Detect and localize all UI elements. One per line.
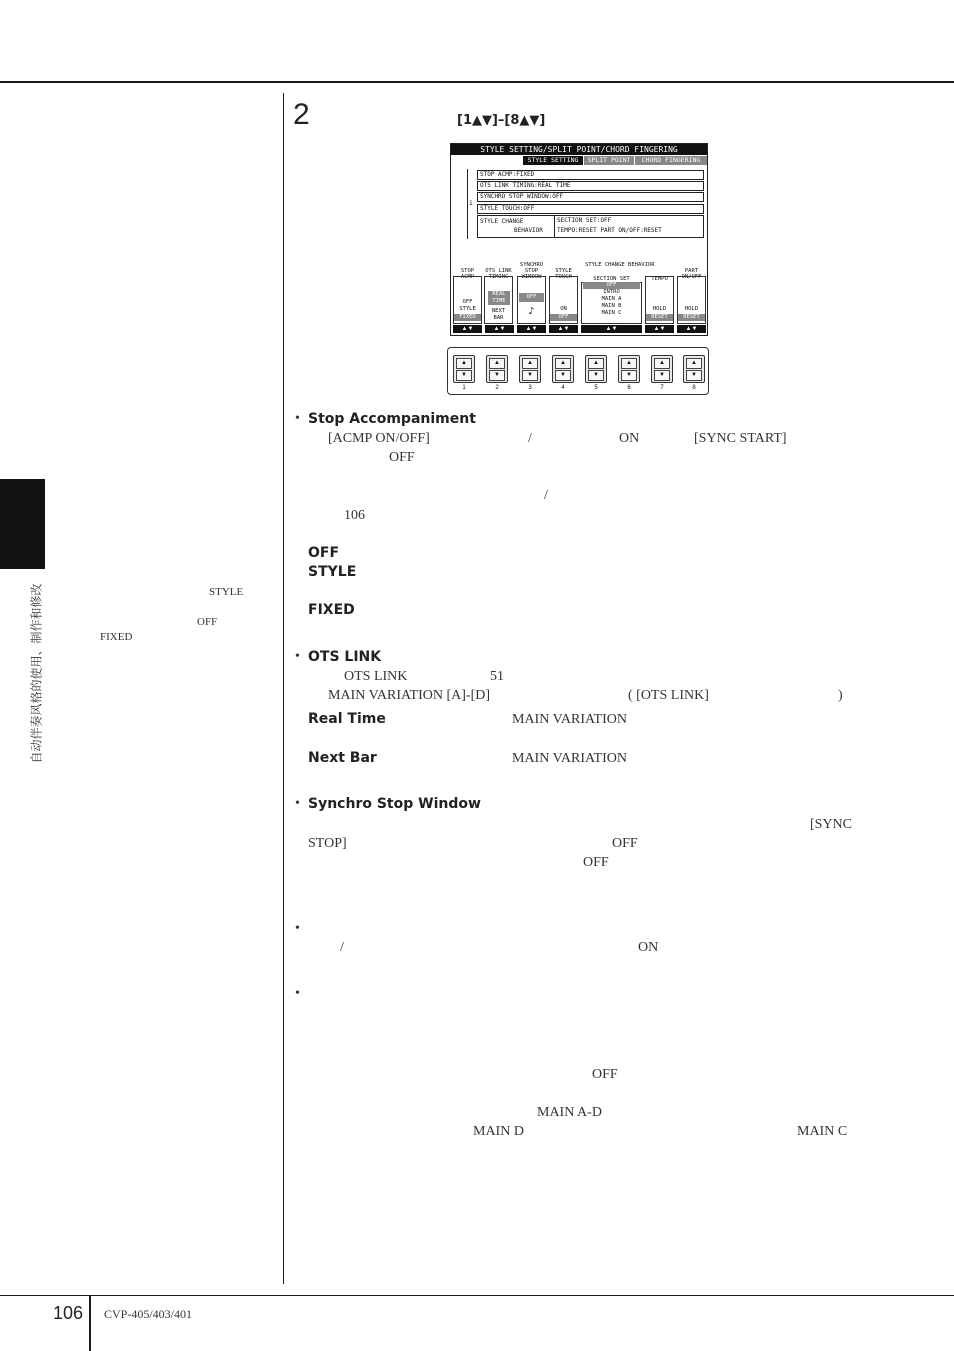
col-label-stop-acmp: STOP ACMP [460, 268, 475, 280]
synchro-stop-heading: Synchro Stop Window [308, 796, 481, 812]
up-arrow-icon[interactable]: ▲ [621, 358, 637, 369]
col-value-selected: OFF [519, 293, 544, 302]
col-arrow-5[interactable]: ▲▼ [581, 325, 642, 333]
col-label-synchro-stop: SYNCHRO STOP WINDOW [519, 262, 544, 280]
panel-button-2[interactable] [486, 355, 508, 383]
col-value-selected: OFF [550, 314, 577, 321]
off-ref: OFF [389, 450, 415, 465]
page-ref: 106 [344, 508, 365, 523]
stop-acmp-heading: Stop Accompaniment [308, 411, 476, 427]
ots-link-heading: OTS LINK [308, 649, 382, 665]
tempo-part-value: TEMPO:RESET PART ON/OFF:RESET [557, 227, 662, 234]
panel-button-6[interactable] [618, 355, 640, 383]
main-variation-ref: MAIN VARIATION [512, 751, 627, 766]
note-icon: ♪ [528, 306, 535, 317]
col-value: HOLD [652, 306, 667, 312]
col-value-selected: REAL [488, 291, 510, 298]
sidebar-note-fixed: FIXED [100, 631, 133, 643]
panel-button-number: 5 [594, 385, 598, 391]
on-ref: ON [619, 431, 640, 446]
down-arrow-icon[interactable]: ▼ [621, 370, 637, 381]
top-rule [0, 81, 954, 83]
down-arrow-icon[interactable]: ▼ [654, 370, 670, 381]
ots-link-ref: OTS LINK [344, 669, 408, 684]
panel-button-number: 1 [462, 385, 466, 391]
style-change-label-1: STYLE CHANGE [480, 218, 524, 225]
down-arrow-icon[interactable]: ▼ [588, 370, 604, 381]
sync-ref: [SYNC [810, 817, 853, 832]
col-value: NEXT [491, 308, 506, 314]
col-value: HOLD [684, 306, 699, 312]
col-value-selected: RESET [646, 314, 673, 321]
step-number: 2 [293, 98, 310, 131]
group-header: STYLE CHANGE BEHAVIOR [585, 262, 655, 268]
panel-button-number: 2 [495, 385, 499, 391]
col-arrow-3[interactable]: ▲▼ [517, 325, 546, 333]
col-value: INTRO [603, 289, 620, 295]
on-ref: ON [638, 940, 659, 955]
col-value-selected: OFF [583, 282, 640, 289]
tab-style-setting[interactable]: STYLE SETTING [523, 156, 583, 165]
settings-row-stop-acmp[interactable] [477, 170, 704, 180]
style-change-label-2: BEHAVIOR [514, 227, 543, 234]
up-arrow-icon[interactable]: ▲ [686, 358, 702, 369]
stop-ref: STOP] [308, 836, 347, 851]
col-value: MAIN C [601, 310, 622, 316]
col-label-section-set: SECTION SET [593, 276, 630, 282]
off-ref: OFF [612, 836, 638, 851]
col-value: OFF [462, 299, 473, 305]
col-value: ON [560, 306, 567, 312]
settings-row-synchro-stop[interactable] [477, 192, 704, 202]
bullet: • [295, 921, 300, 936]
col-value: BAR [493, 315, 504, 321]
col-arrow-2[interactable]: ▲▼ [485, 325, 514, 333]
bullet: • [295, 796, 300, 811]
col-value: MAIN B [601, 303, 622, 309]
sidebar-note-off: OFF [197, 616, 218, 628]
up-arrow-icon[interactable]: ▲ [489, 358, 505, 369]
slash: / [528, 431, 532, 446]
option-next-bar: Next Bar [308, 750, 377, 766]
main-c-ref: MAIN C [797, 1124, 848, 1139]
option-off: OFF [308, 545, 340, 561]
option-real-time: Real Time [308, 711, 386, 727]
bullet: • [295, 986, 300, 1001]
panel-button-number: 8 [692, 385, 696, 391]
step-button-range: [1▲▼]–[8▲▼] [457, 113, 546, 128]
panel-button-number: 7 [660, 385, 664, 391]
main-ad-ref: MAIN A-D [537, 1105, 602, 1120]
col-value-selected: FIXED [454, 314, 481, 321]
down-arrow-icon[interactable]: ▼ [555, 370, 571, 381]
col-value: MAIN A [601, 296, 622, 302]
up-arrow-icon[interactable]: ▲ [456, 358, 472, 369]
model-name: CVP-405/403/401 [104, 1307, 193, 1321]
settings-row-label: STYLE TOUCH:OFF [480, 205, 535, 212]
paren-close: ) [838, 688, 843, 703]
col-arrow-4[interactable]: ▲▼ [549, 325, 578, 333]
ots-button-ref: ( [OTS LINK] [628, 688, 709, 703]
col-arrow-7[interactable]: ▲▼ [645, 325, 674, 333]
acmp-button-ref: [ACMP ON/OFF] [328, 431, 430, 446]
col-label-tempo: TEMPO [651, 276, 668, 282]
footer-divider [89, 1295, 91, 1351]
sidebar-note-style: STYLE [209, 586, 244, 598]
page-number: 106 [53, 1303, 84, 1323]
list-marker: 1 [469, 200, 473, 207]
col-value-selected: RESET [678, 314, 705, 321]
panel-button-number: 3 [528, 385, 532, 391]
panel-button-8[interactable] [683, 355, 705, 383]
settings-row-ots-link-timing[interactable] [477, 181, 704, 191]
down-arrow-icon[interactable]: ▼ [686, 370, 702, 381]
up-arrow-icon[interactable]: ▲ [555, 358, 571, 369]
lcd-title: STYLE SETTING/SPLIT POINT/CHORD FINGERING [451, 144, 707, 155]
down-arrow-icon[interactable]: ▼ [522, 370, 538, 381]
page-ref: 51 [490, 669, 504, 684]
settings-row-label: OTS LINK TIMING:REAL TIME [480, 182, 571, 189]
main-d-ref: MAIN D [473, 1124, 524, 1139]
up-arrow-icon[interactable]: ▲ [522, 358, 538, 369]
col-label-part-on-off: PART ON/OFF [681, 268, 702, 280]
settings-row-style-touch[interactable] [477, 204, 704, 214]
sync-start-ref: [SYNC START] [694, 431, 787, 446]
col-value: STYLE [459, 306, 476, 312]
chapter-vertical-title: 自动伴奏风格的使用、制作和修改 [29, 583, 44, 764]
panel-button-1[interactable] [453, 355, 475, 383]
tab-split-point[interactable]: SPLIT POINT [584, 156, 634, 165]
panel-button-3[interactable] [519, 355, 541, 383]
off-ref: OFF [592, 1067, 618, 1082]
panel-button-number: 6 [627, 385, 631, 391]
slash: / [340, 940, 344, 955]
settings-row-label: SYNCHRO STOP WINDOW:OFF [480, 193, 564, 200]
style-change-divider [554, 216, 555, 237]
down-arrow-icon[interactable]: ▼ [456, 370, 472, 381]
settings-row-style-change[interactable] [477, 215, 704, 238]
col-value-selected: TIME [488, 298, 510, 305]
down-arrow-icon[interactable]: ▼ [489, 370, 505, 381]
tab-chord-fingering[interactable]: CHORD FINGERING [635, 156, 707, 165]
col-label-ots-link: OTS LINK TIMING [485, 268, 512, 280]
settings-row-label: STOP ACMP:FIXED [480, 171, 535, 178]
col-arrow-8[interactable]: ▲▼ [677, 325, 706, 333]
col-arrow-1[interactable]: ▲▼ [453, 325, 482, 333]
bullet: • [295, 649, 300, 664]
bullet: • [295, 411, 300, 426]
panel-button-7[interactable] [651, 355, 673, 383]
up-arrow-icon[interactable]: ▲ [588, 358, 604, 369]
panel-button-number: 4 [561, 385, 565, 391]
main-variation-ref: MAIN VARIATION [512, 712, 627, 727]
option-style: STYLE [308, 564, 357, 580]
option-fixed: FIXED [308, 602, 355, 618]
off-ref: OFF [583, 855, 609, 870]
button-panel [447, 347, 709, 395]
footer-rule [0, 1295, 954, 1296]
up-arrow-icon[interactable]: ▲ [654, 358, 670, 369]
slash: / [544, 488, 548, 503]
panel-button-5[interactable] [585, 355, 607, 383]
col-label-style-touch: STYLE TOUCH [555, 268, 572, 280]
chapter-tab [0, 479, 45, 569]
section-set-value: SECTION SET:OFF [557, 217, 612, 224]
panel-button-4[interactable] [552, 355, 574, 383]
column-divider [283, 93, 284, 1284]
main-variation-ref: MAIN VARIATION [A]-[D] [328, 688, 491, 703]
